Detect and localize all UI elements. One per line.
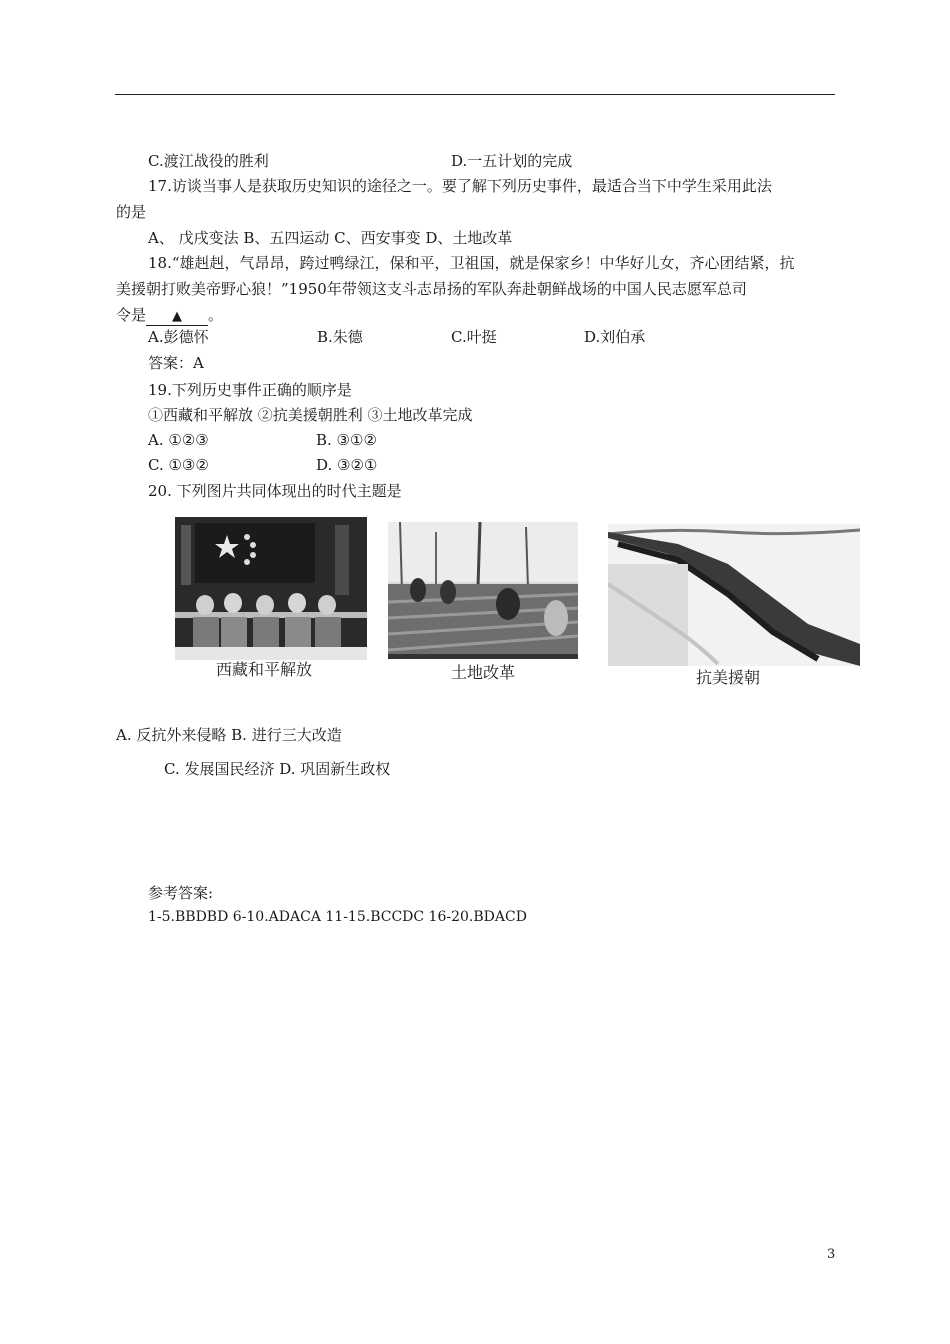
q20-stem: 20. 下列图片共同体现出的时代主题是: [148, 482, 402, 500]
q20-options-ab: A. 反抗外来侵略 B. 进行三大改造: [116, 726, 342, 744]
q18-stem-line2: 美援朝打败美帝野心狼！”1950年带领这支斗志昂扬的军队奔赴朝鲜战场的中国人民志愿军总司: [116, 280, 747, 298]
tibet-signing-photo: [175, 517, 367, 660]
answers-line: 1-5.BBDBD 6-10.ADACA 11-15.BCCDC 16-20.BDACD: [148, 909, 527, 925]
q18-answer: 答案：A: [148, 354, 204, 372]
q18-option-d: D.刘伯承: [584, 328, 646, 346]
q20-options-cd: C. 发展国民经济 D. 巩固新生政权: [164, 760, 391, 778]
q18-line3-prefix: 令是: [116, 306, 147, 324]
caption-resist-america: 抗美援朝: [696, 668, 761, 687]
q18-line3-suffix: 。: [208, 306, 224, 324]
caption-land-reform: 土地改革: [451, 663, 516, 682]
q19-option-b: B. ③①②: [316, 431, 377, 449]
resist-america-photo: [608, 524, 860, 666]
q17-stem-line1: 17.访谈当事人是获取历史知识的途径之一。要了解下列历史事件，最适合当下中学生采用此法: [148, 177, 772, 195]
q16-option-c: C.渡江战役的胜利: [148, 152, 269, 170]
q19-stem: 19.下列历史事件正确的顺序是: [148, 381, 352, 399]
q18-stem-line1: 18.“雄赳赳，气昂昂，跨过鸭绿江，保和平，卫祖国，就是保家乡！中华好儿女，齐心团结紧，抗: [148, 254, 795, 272]
q17-stem-line2: 的是: [116, 203, 147, 221]
q18-option-c: C.叶挺: [451, 328, 497, 346]
q18-option-b: B.朱德: [317, 328, 363, 346]
q19-events: ①西藏和平解放 ②抗美援朝胜利 ③土地改革完成: [148, 406, 473, 424]
land-reform-photo: [388, 522, 578, 659]
q19-option-a: A. ①②③: [148, 431, 209, 449]
answer-blank: ▲: [146, 309, 208, 326]
header-rule: [115, 94, 835, 95]
q19-option-d: D. ③②①: [316, 456, 378, 474]
q17-options: A、 戊戌变法 B、五四运动 C、西安事变 D、土地改革: [148, 229, 513, 247]
answers-title: 参考答案:: [148, 884, 214, 902]
page-number: 3: [827, 1247, 836, 1262]
q19-option-c: C. ①③②: [148, 456, 209, 474]
q18-stem-line3: [116, 305, 223, 326]
q16-option-d: D.一五计划的完成: [451, 152, 573, 170]
caption-tibet: 西藏和平解放: [216, 660, 313, 679]
q18-option-a: A.彭德怀: [148, 328, 209, 346]
